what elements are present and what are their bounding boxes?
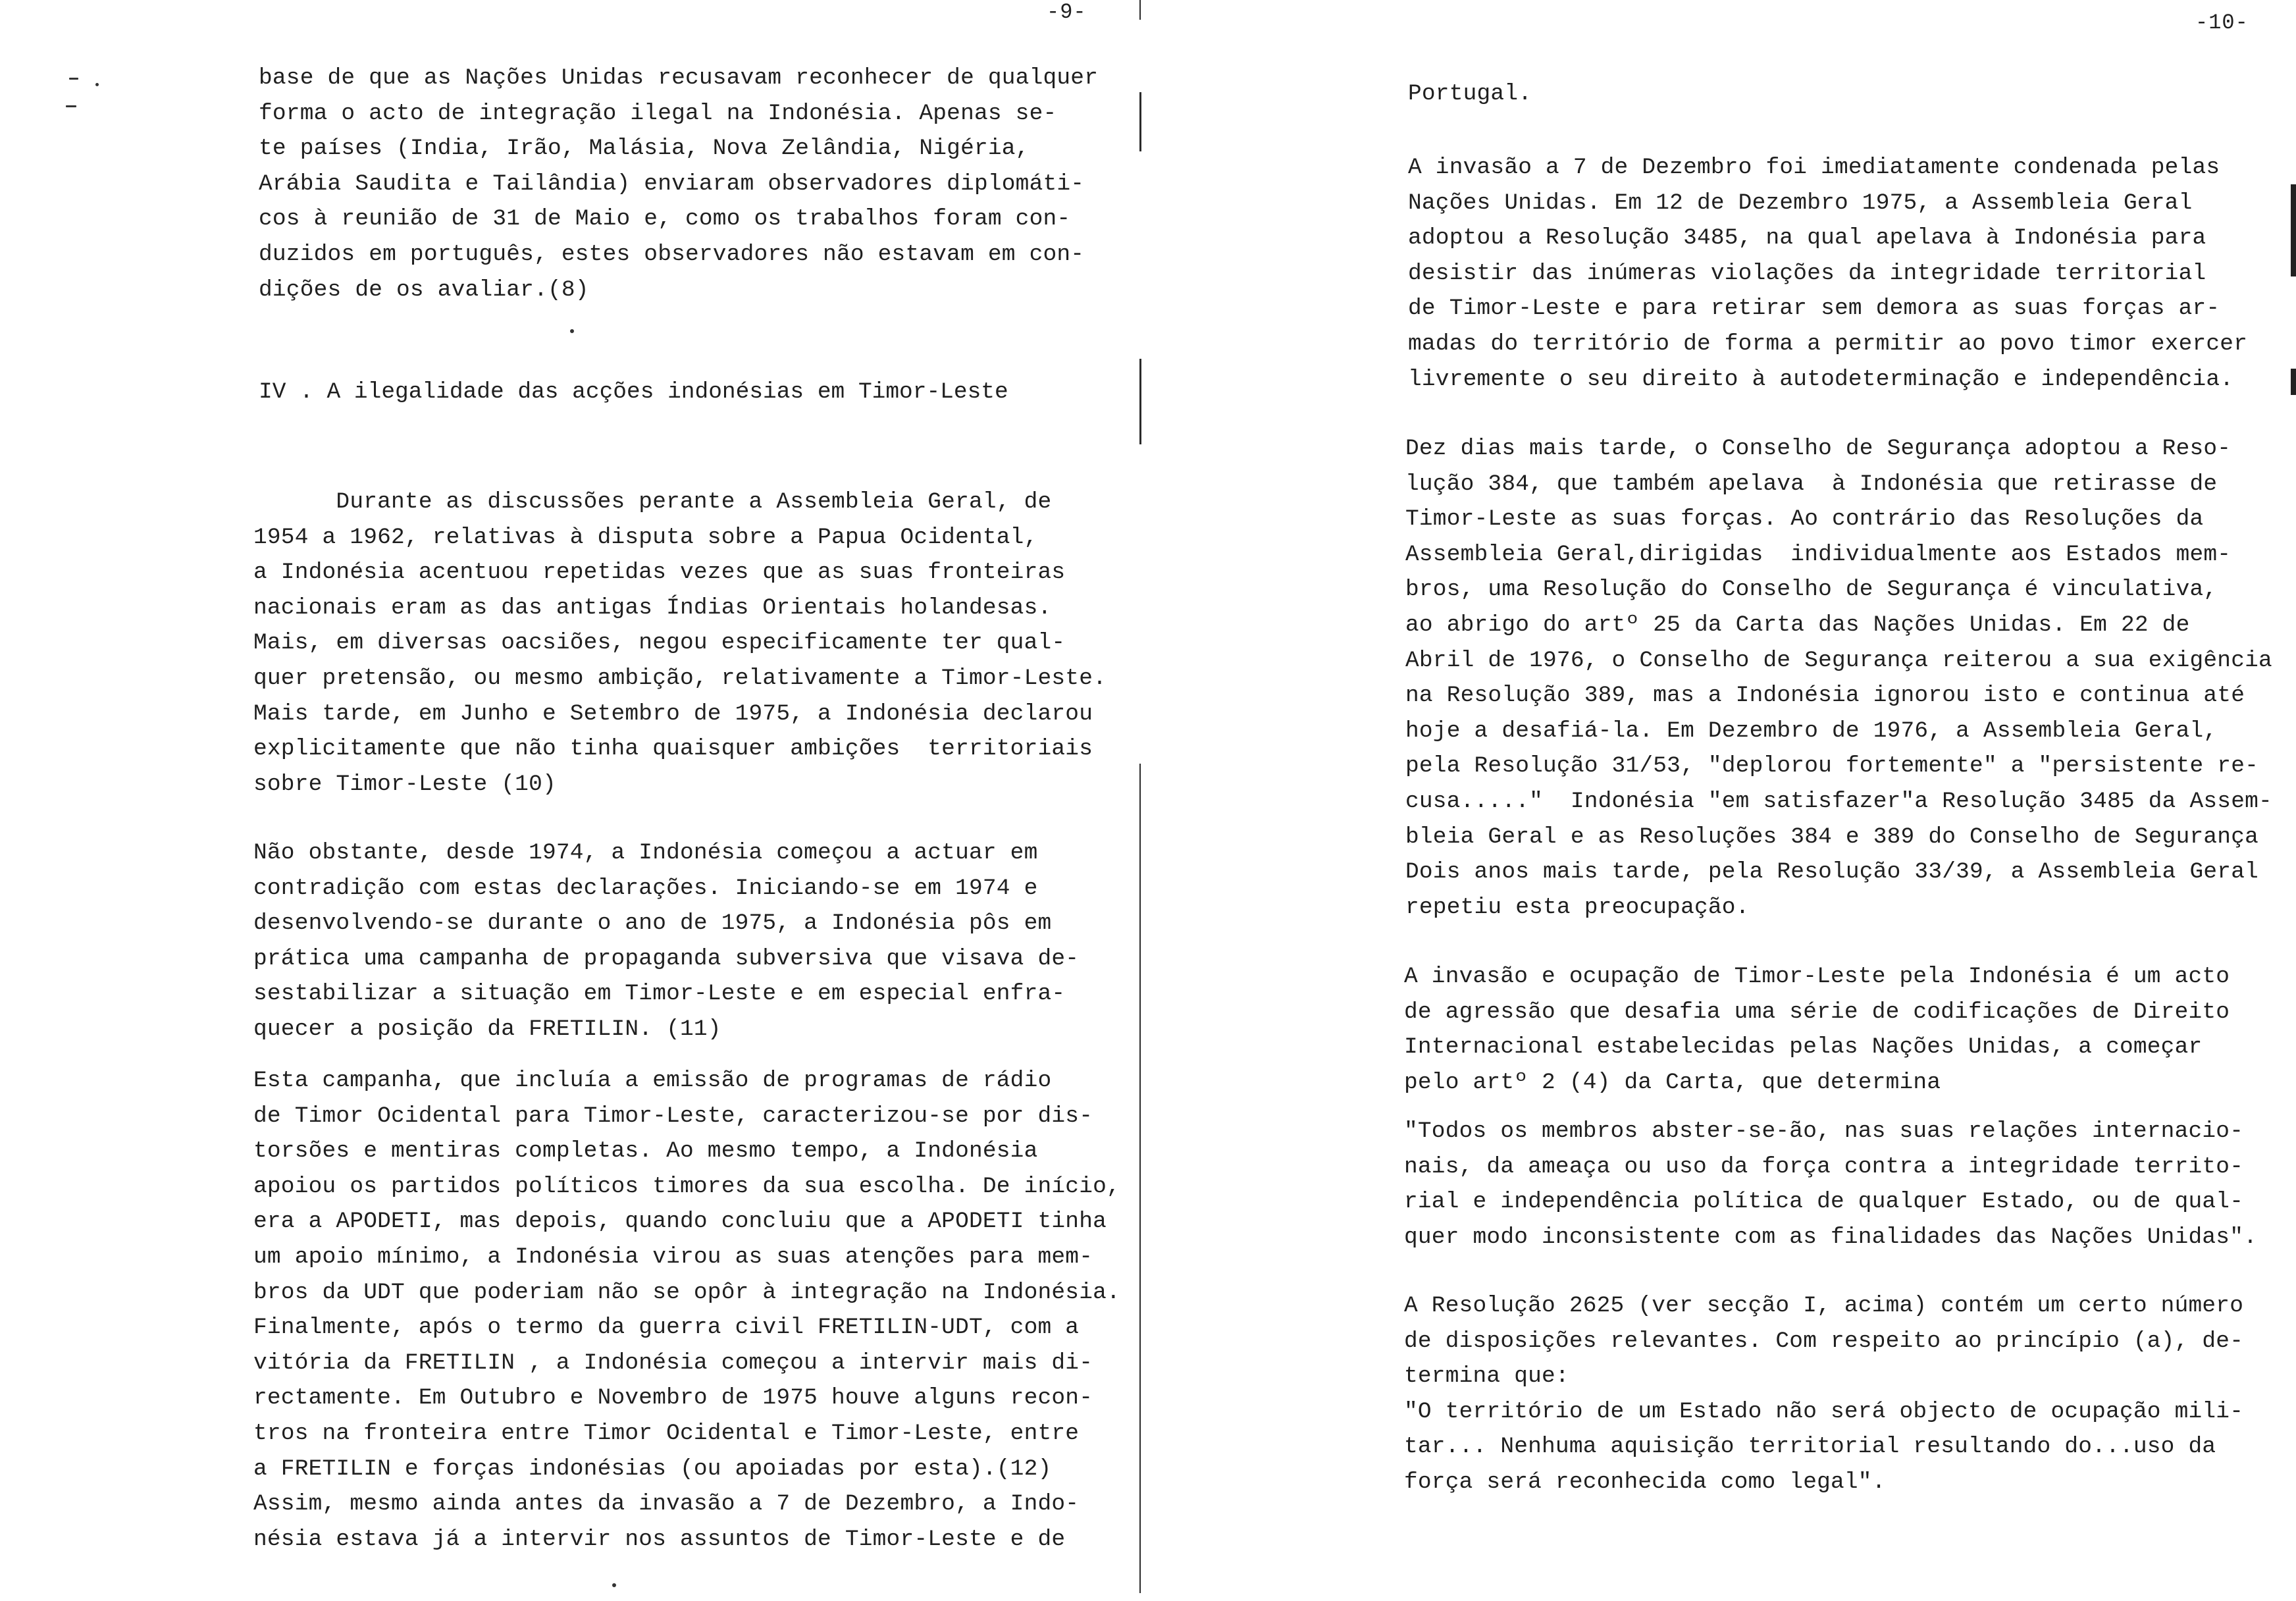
text-line: nais, da ameaça ou uso da força contra a integridade territo- [1404, 1153, 2244, 1180]
text-line: bros da UDT que poderiam não se opôr à integração na Indonésia. [253, 1279, 1120, 1305]
text-line: Durante as discussões perante a Assembleia Geral, de [253, 489, 1052, 515]
text-line: vitória da FRETILIN , a Indonésia começou a intervir mais di- [253, 1350, 1093, 1376]
text-line: prática uma campanha de propaganda subversiva que visava de- [253, 945, 1080, 972]
text-line: era a APODETI, mas depois, quando concluiu que a APODETI tinha [253, 1209, 1107, 1235]
scan-speck [95, 83, 99, 86]
text-line: ao abrigo do artº 25 da Carta das Nações Unidas. Em 22 de [1405, 612, 2190, 638]
text-line: repetiu esta preocupação. [1405, 894, 1750, 920]
page-number: -10- [2195, 11, 2249, 35]
text-line: cusa....." Indonésia "em satisfazer"a Resolução 3485 da Assem- [1405, 788, 2272, 814]
text-line: torsões e mentiras completas. Ao mesmo tempo, a Indonésia [253, 1138, 1038, 1165]
text-line: quecer a posição da FRETILIN. (11) [253, 1016, 721, 1042]
text-line: forma o acto de integração ilegal na Indonésia. Apenas se- [259, 100, 1057, 126]
text-line: 1954 a 1962, relativas à disputa sobre a Papua Ocidental, [253, 524, 1038, 550]
text-line: Timor-Leste as suas forças. Ao contrário das Resoluções da [1405, 506, 2204, 533]
text-line: "Todos os membros abster-se-ão, nas suas relações internacio- [1404, 1118, 2244, 1144]
text-line: tar... Nenhuma aquisição territorial resultando do...uso da [1404, 1434, 2216, 1460]
binding-gutter-line [1139, 92, 1141, 151]
page-number: -9- [1047, 0, 1087, 24]
text-line: de Timor Ocidental para Timor-Leste, caracterizou-se por dis- [253, 1103, 1093, 1129]
text-line: lução 384, que também apelava à Indonésia que retirasse de [1405, 471, 2218, 497]
text-line: rectamente. Em Outubro e Novembro de 1975 houve alguns recon- [253, 1385, 1093, 1411]
text-line: A invasão e ocupação de Timor-Leste pela Indonésia é um acto [1404, 964, 2230, 989]
scan-speck [570, 329, 574, 333]
text-line: pela Resolução 31/53, "deplorou fortemente" a "persistente re- [1405, 753, 2259, 779]
text-line: dições de os avaliar.(8) [259, 276, 589, 303]
text-line: força será reconhecida como legal". [1404, 1469, 1886, 1495]
text-line: Arábia Saudita e Tailândia) enviaram observadores diplomáti- [259, 171, 1085, 197]
text-line: "O território de um Estado não será objecto de ocupação mili- [1404, 1398, 2244, 1425]
paragraph [259, 61, 1098, 307]
text-line: um apoio mínimo, a Indonésia virou as suas atenções para mem- [253, 1244, 1093, 1270]
binding-gutter-line [1139, 0, 1141, 20]
scan-speck [612, 1583, 616, 1587]
text-line: Internacional estabelecidas pelas Nações Unidas, a começar [1404, 1034, 2203, 1061]
scan-edge-mark [2291, 369, 2296, 395]
text-line: te países (India, Irão, Malásia, Nova Zelândia, Nigéria, [259, 136, 1030, 162]
text-line: sobre Timor-Leste (10) [253, 771, 556, 797]
scan-speck [69, 78, 78, 80]
text-line: nésia estava já a intervir nos assuntos de Timor-Leste e de [253, 1526, 1066, 1552]
text-line: na Resolução 389, mas a Indonésia ignorou isto e continua até [1405, 683, 2245, 709]
scan-edge-mark [2291, 184, 2296, 276]
paragraph [253, 835, 1079, 1047]
text-line: madas do território de forma a permitir ao povo timor exercer [1408, 330, 2248, 357]
text-line: contradição com estas declarações. Iniciando-se em 1974 e [253, 875, 1038, 901]
text-line: Assembleia Geral,dirigidas individualmente aos Estados mem- [1405, 541, 2231, 567]
text-line: duzidos em português, estes observadores não estavam em con- [259, 241, 1085, 267]
scan-speck [66, 105, 76, 107]
binding-gutter-line [1139, 764, 1141, 1593]
text-line: Dois anos mais tarde, pela Resolução 33/39, a Assembleia Geral [1405, 859, 2259, 885]
text-line: pelo artº 2 (4) da Carta, que determina [1404, 1069, 1941, 1095]
text-line: Dez dias mais tarde, o Conselho de Segurança adoptou a Reso- [1405, 436, 2231, 461]
text-line: Nações Unidas. Em 12 de Dezembro 1975, a Assembleia Geral [1408, 190, 2193, 216]
paragraph [1404, 959, 2230, 1100]
right-page [1142, 0, 2296, 1601]
text-line: Não obstante, desde 1974, a Indonésia começou a actuar em [253, 840, 1038, 866]
text-line: Esta campanha, que incluía a emissão de programas de rádio [253, 1068, 1052, 1093]
text-line: nacionais eram as das antigas Índias Orientais holandesas. [253, 594, 1052, 621]
text-line: a FRETILIN e forças indonésias (ou apoiadas por esta).(12) [253, 1456, 1052, 1482]
text-line: de Timor-Leste e para retirar sem demora as suas forças ar- [1408, 296, 2220, 322]
text-line: Mais, em diversas oacsiões, negou especificamente ter qual- [253, 630, 1066, 656]
text-line: livremente o seu direito à autodeterminação e independência. [1408, 366, 2234, 392]
left-page [0, 0, 1142, 1601]
text-line: de disposições relevantes. Com respeito ao princípio (a), de- [1404, 1328, 2244, 1354]
text-line: rial e independência política de qualquer Estado, ou de qual- [1404, 1189, 2244, 1215]
paragraph [253, 485, 1107, 802]
section-heading: IV . A ilegalidade das acções indonésias em Timor-Leste [259, 379, 1008, 405]
text-line: hoje a desafiá-la. Em Dezembro de 1976, a Assembleia Geral, [1405, 718, 2218, 744]
text-line: explicitamente que não tinha quaisquer ambições territoriais [253, 736, 1093, 762]
text-line: bros, uma Resolução do Conselho de Segurança é vinculativa, [1405, 577, 2218, 603]
paragraph [253, 1063, 1120, 1557]
text-line: desistir das inúmeras violações da integridade territorial [1408, 260, 2206, 286]
quotation [1404, 1114, 2257, 1255]
text-line: Portugal. [1408, 81, 1532, 107]
text-line: cos à reunião de 31 de Maio e, como os trabalhos foram con- [259, 206, 1071, 232]
text-line: apoiou os partidos políticos timores da sua escolha. De início, [253, 1173, 1120, 1199]
text-line: quer modo inconsistente com as finalidades das Nações Unidas". [1404, 1224, 2258, 1250]
text-line: base de que as Nações Unidas recusavam reconhecer de qualquer [259, 65, 1099, 91]
paragraph [1408, 76, 1532, 112]
paragraph [1405, 431, 2272, 925]
text-line: a Indonésia acentuou repetidas vezes que as suas fronteiras [253, 560, 1066, 586]
text-line: adoptou a Resolução 3485, na qual apelava à Indonésia para [1408, 225, 2206, 251]
text-line: tros na fronteira entre Timor Ocidental e Timor-Leste, entre [253, 1420, 1080, 1446]
text-line: Mais tarde, em Junho e Setembro de 1975, a Indonésia declarou [253, 700, 1093, 727]
text-line: Assim, mesmo ainda antes da invasão a 7 de Dezembro, a Indo- [253, 1491, 1080, 1517]
text-line: A Resolução 2625 (ver secção I, acima) contém um certo número [1404, 1293, 2244, 1319]
text-line: sestabilizar a situação em Timor-Leste e em especial enfra- [253, 981, 1066, 1007]
binding-gutter-line [1139, 359, 1141, 444]
text-line: quer pretensão, ou mesmo ambição, relativamente a Timor-Leste. [253, 665, 1107, 691]
text-line: de agressão que desafia uma série de codificações de Direito [1404, 999, 2230, 1025]
paragraph [1404, 1288, 2243, 1500]
text-line: Finalmente, após o termo da guerra civil FRETILIN-UDT, com a [253, 1315, 1080, 1341]
text-line: desenvolvendo-se durante o ano de 1975, a Indonésia pôs em [253, 910, 1052, 937]
text-line: A invasão a 7 de Dezembro foi imediatamente condenada pelas [1408, 155, 2220, 180]
text-line: bleia Geral e as Resoluções 384 e 389 do Conselho de Segurança [1405, 824, 2259, 850]
text-line: termina que: [1404, 1363, 1569, 1390]
text-line: Abril de 1976, o Conselho de Segurança reiterou a sua exigência [1405, 647, 2272, 673]
paragraph [1408, 150, 2247, 397]
